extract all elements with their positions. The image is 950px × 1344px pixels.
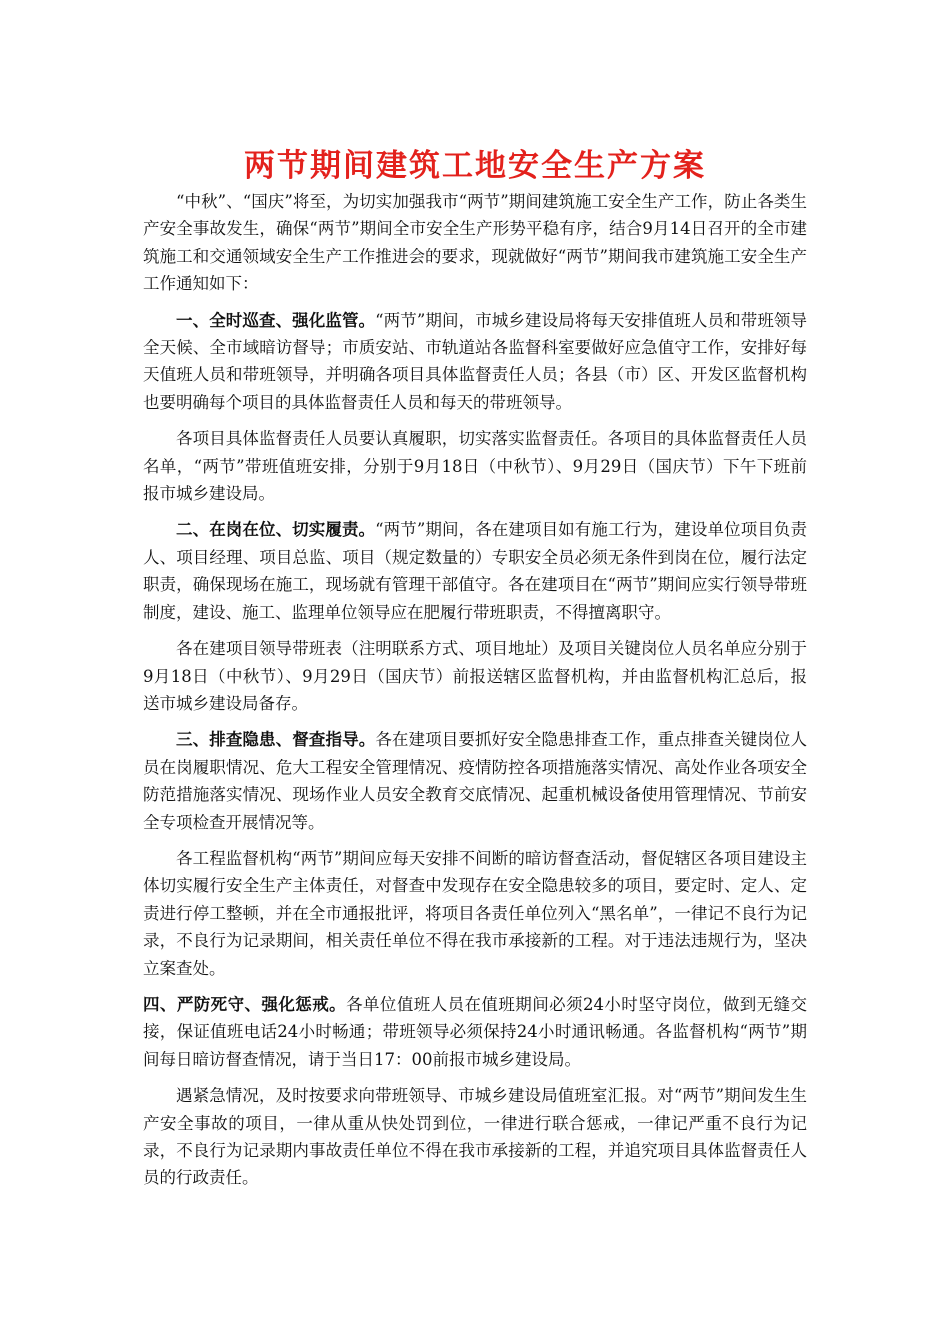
paragraph-section-3: [143, 726, 807, 836]
paragraph-text: 各工程监督机构“两节”期间应每天安排不间断的暗访督查活动，督促辖区各项目建设主体切实履行安全生产主体责任，对督查中发现存在安全隐患较多的项目，要定时、定人、定责进行停工整顿，并在全市通报批评，将项目各责任单位列入“黑名单”，一律记不良行为记录，不良行为记录期间，相关责任单位不得在我市承接新的工程。对于违法违规行为，坚决立案查处。: [143, 848, 807, 978]
paragraph-lead: 四、严防死守、强化惩戒。: [143, 994, 347, 1014]
paragraph-section-1: [143, 307, 807, 417]
paragraph-lead: 二、在岗在位、切实履责。: [176, 520, 376, 540]
paragraph-text: 各项目具体监督责任人员要认真履职，切实落实监督责任。各项目的具体监督责任人员名单，“两节”带班值班安排，分别于9月18日（中秋节）、9月29日（国庆节）下午下班前报市城乡建设局。: [143, 429, 807, 504]
paragraph-section-4-detail: [143, 1082, 807, 1192]
paragraph-section-4: [143, 991, 807, 1073]
paragraph-text: 遇紧急情况，及时按要求向带班领导、市城乡建设局值班室汇报。对“两节”期间发生生产安全事故的项目，一律从重从快处罚到位，一律进行联合惩戒，一律记严重不良行为记录，不良行为记录期内事故责任单位不得在我市承接新的工程，并追究项目具体监督责任人员的行政责任。: [143, 1086, 807, 1188]
document-title: 两节期间建筑工地安全生产方案: [244, 148, 706, 184]
paragraph-section-3-detail: [143, 845, 807, 982]
paragraph-text: “两节”期间，市城乡建设局将每天安排值班人员和带班领导全天候、全市域暗访督导；市质安站、市轨道站各监督科室要做好应急值守工作，安排好每天值班人员和带班领导，并明确各项目具体监督责任人员；各县（市）区、开发区监督机构也要明确每个项目的具体监督责任人员和每天的带班领导。: [143, 310, 808, 412]
paragraph-text: 各在建项目领导带班表（注明联系方式、项目地址）及项目关键岗位人员名单应分别于9月18日（中秋节）、9月29日（国庆节）前报送辖区监督机构，并由监督机构汇总后，报送市城乡建设局备存。: [143, 639, 807, 713]
paragraph-text: 各单位值班人员在值班期间必须24小时坚守岗位，做到无缝交接，保证值班电话24小时畅通；带班领导必须保持24小时通讯畅通。各监督机构“两节”期间每日暗访督查情况，请于当日17：00前报市城乡建设局。: [143, 994, 808, 1069]
paragraph-text: 各在建项目要抓好安全隐患排查工作，重点排查关键岗位人员在岗履职情况、危大工程安全管理情况、疫情防控各项措施落实情况、高处作业各项安全防范措施落实情况、现场作业人员安全教育交底情况、起重机械设备使用管理情况、节前安全专项检查开展情况等。: [143, 730, 808, 832]
paragraph-lead: 三、排查隐患、督查指导。: [176, 730, 376, 750]
paragraph-section-1-detail: [143, 425, 807, 507]
paragraph-section-2: [143, 516, 807, 626]
document-body: [143, 188, 807, 1201]
paragraph-text: “两节”期间，各在建项目如有施工行为，建设单位项目负责人、项目经理、项目总监、项目（规定数量的）专职安全员必须无条件到岗在位，履行法定职责，确保现场在施工，现场就有管理干部值守。各在建项目在“两节”期间应实行领导带班制度，建设、施工、监理单位领导应在肥履行带班职责，不得擅离职守。: [143, 520, 808, 622]
paragraph-section-2-detail: [143, 635, 807, 717]
paragraph-text: “中秋”、“国庆”将至，为切实加强我市“两节”期间建筑施工安全生产工作，防止各类生产安全事故发生，确保“两节”期间全市安全生产形势平稳有序，结合9月14日召开的全市建筑施工和交通领域安全生产工作推进会的要求，现就做好“两节”期间我市建筑施工安全生产工作通知如下：: [143, 192, 807, 294]
paragraph-intro: [143, 188, 807, 298]
paragraph-lead: 一、全时巡查、强化监管。: [176, 310, 376, 330]
